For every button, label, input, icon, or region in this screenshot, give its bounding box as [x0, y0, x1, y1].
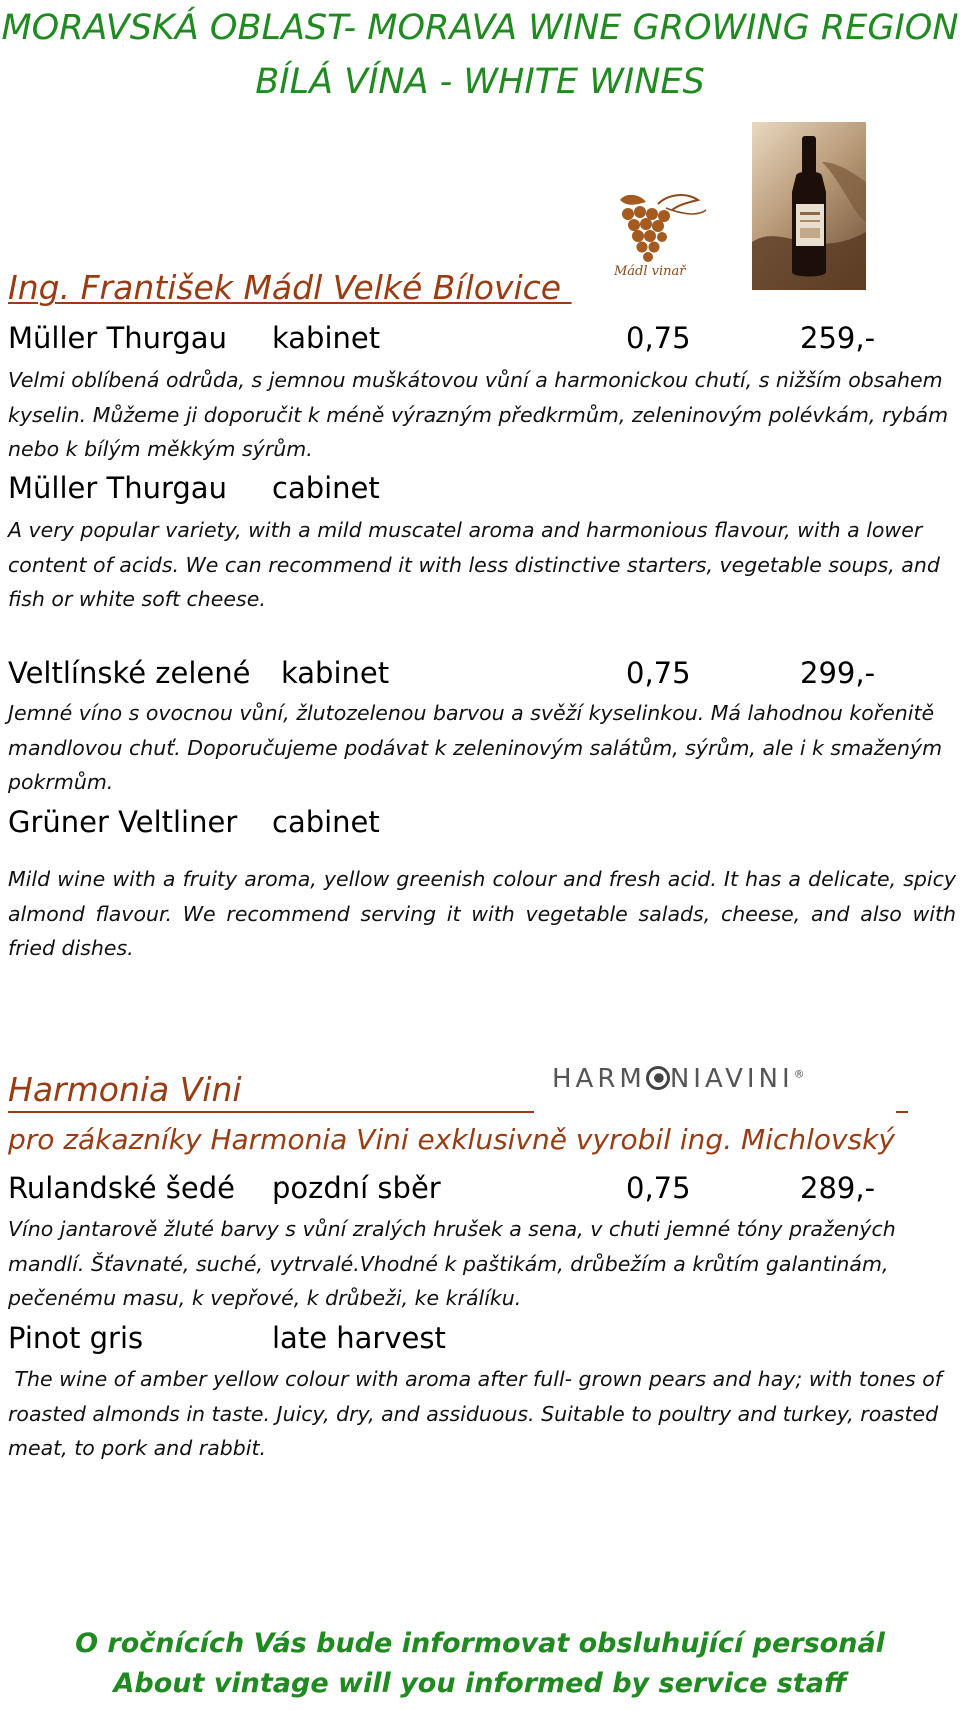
- producer-madl: Ing. František Mádl Velké Bílovice: [8, 268, 572, 307]
- madl-grape-logo: [606, 190, 714, 286]
- wine-volume: 0,75: [626, 321, 691, 355]
- madl-logo-text: Mádl vinař: [614, 264, 686, 279]
- footer-note-cz: O ročnících Vás bude informovat obsluhující personál: [75, 1628, 885, 1659]
- wine-name-en: Grüner Veltliner: [8, 805, 238, 839]
- wine-description-cz: Jemné víno s ovocnou vůní, žlutozelenou barvou a svěží kyselinkou. Má lahodnou kořenitě mandlovou chuť. Doporučujeme podávat k zeleninovým salátům, sýrům, ale i k smaženým pokrmům.: [8, 701, 943, 794]
- wine-quality-en: late harvest: [272, 1321, 446, 1355]
- footer-note-en: About vintage will you informed by service staff: [113, 1668, 847, 1699]
- harmonia-logo-mark: ®: [793, 1067, 805, 1081]
- wine-bottle-icon: [752, 122, 866, 290]
- wine-price: 289,-: [800, 1171, 876, 1205]
- wine-quality-cz: kabinet: [272, 321, 381, 355]
- wine-quality-cz: kabinet: [281, 656, 390, 690]
- producer-subtitle: pro zákazníky Harmonia Vini exklusivně vyrobil ing. Michlovský: [8, 1123, 895, 1156]
- wine-name-en: Pinot gris: [8, 1321, 144, 1355]
- harmonia-logo-text-left: HARM: [552, 1064, 646, 1094]
- wine-name-en: Müller Thurgau: [8, 471, 227, 505]
- wine-quality-en: cabinet: [272, 471, 380, 505]
- harmonia-logo-text-right: NIAVINI: [669, 1064, 794, 1094]
- wine-name-cz: Veltlínské zelené: [8, 656, 251, 690]
- harmonia-logo-o-icon: [646, 1066, 670, 1090]
- wine-quality-cz: pozdní sběr: [272, 1171, 441, 1205]
- wine-description-en: The wine of amber yellow colour with aroma after full- grown pears and hay; with tones of roasted almonds in taste. Juicy, dry, and assiduous. Suitable to poultry and turkey, roasted meat, to pork and rabbit.: [8, 1367, 949, 1460]
- producer-underline: [8, 1111, 534, 1113]
- wine-bottle-photo: [752, 122, 866, 290]
- wine-description-en: Mild wine with a fruity aroma, yellow greenish colour and fresh acid. It has a delicate, spicy almond flavour. We recommend serving it with vegetable salads, cheese, and also with fried dishes.: [8, 867, 956, 960]
- wine-description-en: A very popular variety, with a mild muscatel aroma and harmonious flavour, with a lower content of acids. We can recommend it with less distinctive starters, vegetable soups, and fish or white soft cheese.: [8, 518, 940, 611]
- wine-price: 259,-: [800, 321, 876, 355]
- page-subtitle: BÍLÁ VÍNA - WHITE WINES: [255, 62, 705, 102]
- page-title: MORAVSKÁ OBLAST- MORAVA WINE GROWING REGION: [1, 8, 959, 48]
- wine-quality-en: cabinet: [272, 805, 380, 839]
- wine-volume: 0,75: [626, 656, 691, 690]
- wine-description-cz: Velmi oblíbená odrůda, s jemnou muškátovou vůní a harmonickou chutí, s nižším obsahem kyselin. Můžeme ji doporučit k méně výrazným předkrmům, zeleninovým polévkám, rybám nebo k bílým měkkým sýrům.: [8, 368, 949, 461]
- wine-volume: 0,75: [626, 1171, 691, 1205]
- harmonia-vini-logo: [552, 1064, 805, 1094]
- producer-underline-tail: [896, 1111, 908, 1113]
- wine-name-cz: Rulandské šedé: [8, 1171, 235, 1205]
- wine-price: 299,-: [800, 656, 876, 690]
- wine-description-cz: Víno jantarově žluté barvy s vůní zralých hrušek a sena, v chuti jemné tóny pražených mandlí. Šťavnaté, suché, vytrvalé.Vhodné k paštikám, drůbežím a krůtím galantinám, pečenému masu, k vepřové, k drůbeži, ke králíku.: [8, 1217, 896, 1310]
- producer-harmonia: Harmonia Vini: [8, 1070, 242, 1109]
- wine-name-cz: Müller Thurgau: [8, 321, 227, 355]
